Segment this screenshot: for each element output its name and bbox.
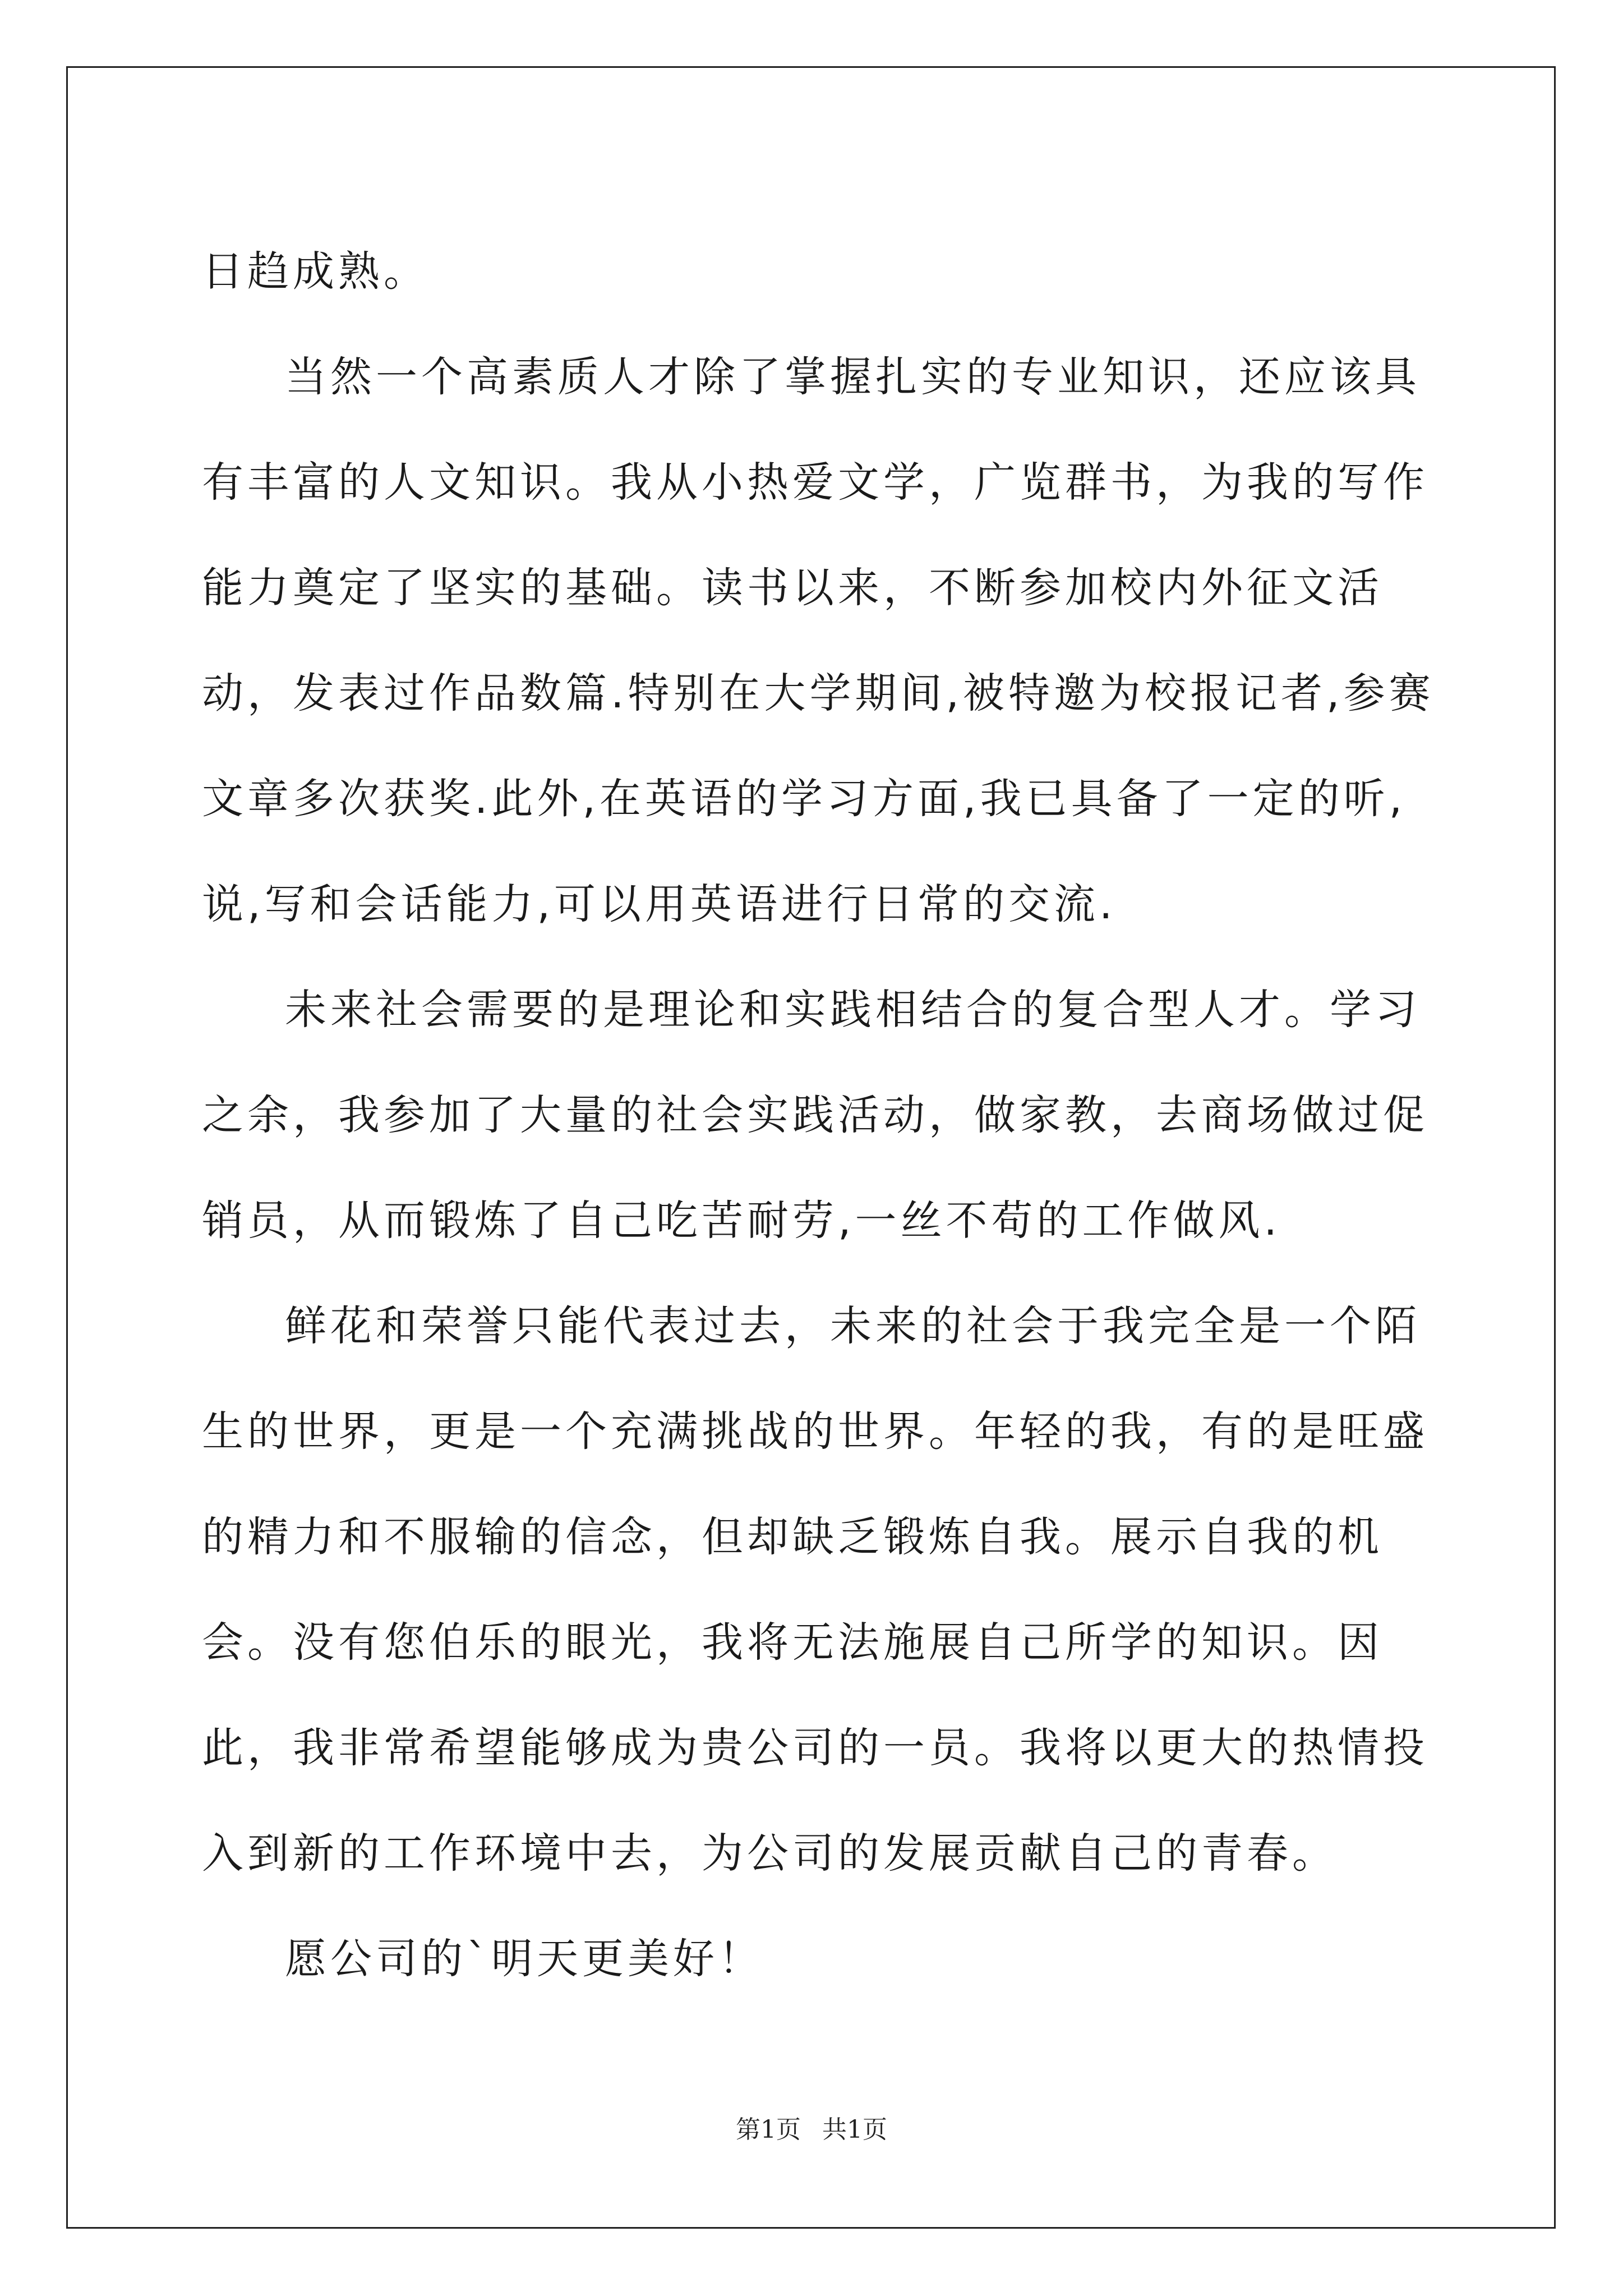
page-footer (0, 2109, 1623, 2145)
paragraph-1: 日趋成熟。 (202, 247, 429, 296)
document-body (202, 219, 1458, 2012)
paragraph-5: 愿公司的`明天更美好！ (285, 1935, 764, 1983)
paragraph-3: 未来社会需要的是理论和实践相结合的复合型人才。学习之余，我参加了大量的社会实践活动，做家教，去商场做过促销员，从而锻炼了自己吃苦耐劳,一丝不苟的工作做风. (202, 986, 1428, 1245)
page-total: 共1页 (822, 2115, 887, 2144)
paragraph-2: 当然一个高素质人才除了掌握扎实的专业知识，还应该具有丰富的人文知识。我从小热爱文学，广览群书，为我的写作能力奠定了坚实的基础。读书以来，不断参加校内外征文活动，发表过作品数篇.特别在大学期间,被特邀为校报记者,参赛文章多次获奖.此外,在英语的学习方面,我已具备了一定的听,说,写和会话能力,可以用英语进行日常的交流. (202, 353, 1435, 928)
page-number: 第1页 (736, 2115, 801, 2144)
paragraph-4: 鲜花和荣誉只能代表过去，未来的社会于我完全是一个陌生的世界，更是一个充满挑战的世界。年轻的我，有的是旺盛的精力和不服输的信念，但却缺乏锻炼自我。展示自我的机会。没有您伯乐的眼光，我将无法施展自己所学的知识。因此，我非常希望能够成为贵公司的一员。我将以更大的热情投入到新的工作环境中去，为公司的发展贡献自己的青春。 (202, 1302, 1428, 1878)
